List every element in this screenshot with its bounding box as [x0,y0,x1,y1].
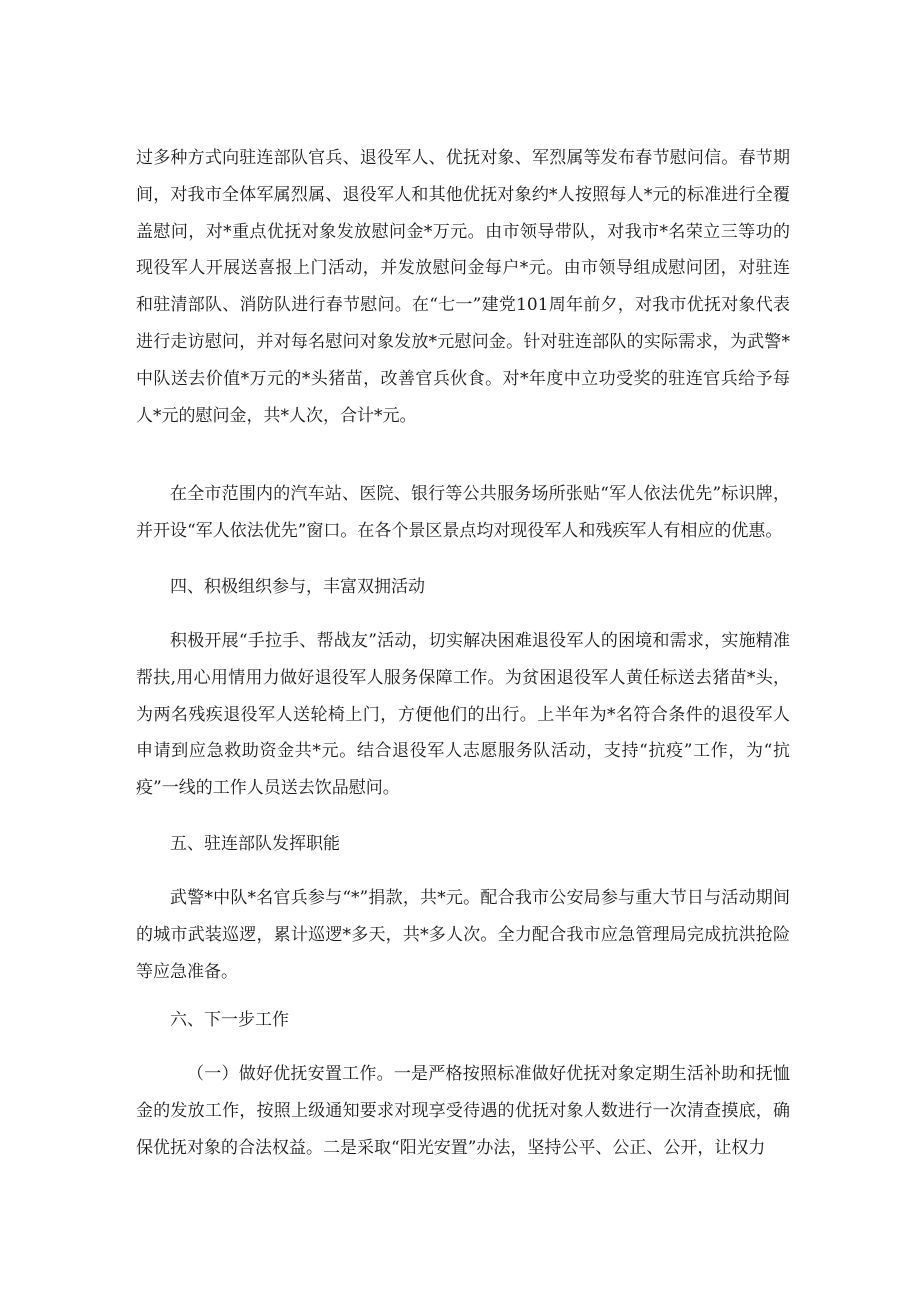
section-heading-6: 六、下一步工作 [170,1010,289,1030]
paragraph-military-priority: 在全市范围内的汽车站、医院、银行等公共服务场所张贴“军人依法优先”标识牌，并开设“军人依法优先”窗口。在各个景区景点均对现役军人和残疾军人有相应的优惠。 [136,484,790,541]
paragraph-next-steps-1: （一）做好优抚安置工作。一是严格按照标准做好优抚对象定期生活补助和抚恤金的发放工作，按照上级通知要求对现享受待遇的优抚对象人数进行一次清查摸底，确保优抚对象的合法权益。二是采取“阳光安置”办法，坚持公平、公正、公开，让权力 [136,1064,790,1158]
paragraph-veteran-assistance: 积极开展“手拉手、帮战友”活动，切实解决困难退役军人的困境和需求，实施精准帮扶,用心用情用力做好退役军人服务保障工作。为贫困退役军人黄任标送去猪苗*头，为两名残疾退役军人送轮椅上门，方便他们的出行。上半年为*名符合条件的退役军人申请到应急救助资金共*元。结合退役军人志愿服务队活动，支持“抗疫”工作，为“抗疫”一线的工作人员送去饮品慰问。 [136,631,790,799]
paragraph-spring-festival-visits: 过多种方式向驻连部队官兵、退役军人、优抚对象、军烈属等发布春节慰问信。春节期间，对我市全体军属烈属、退役军人和其他优抚对象约*人按照每人*元的标准进行全覆盖慰问，对*重点优抚对象发放慰问金*万元。由市领导带队，对我市*名荣立三等功的现役军人开展送喜报上门活动，并发放慰问金每户*元。由市领导组成慰问团，对驻连和驻清部队、消防队进行春节慰问。在“七一”建党101周年前夕，对我市优抚对象代表进行走访慰问，并对每名慰问对象发放*元慰问金。针对驻连部队的实际需求，为武警*中队送去价值*万元的*头猪苗，改善官兵伙食。对*年度中立功受奖的驻连官兵给予每人*元的慰问金，共*人次，合计*元。 [136,148,790,426]
section-heading-4: 四、积极组织参与，丰富双拥活动 [170,577,425,597]
paragraph-garrison-duties: 武警*中队*名官兵参与“*”捐款，共*元。配合我市公安局参与重大节日与活动期间的城市武装巡逻，累计巡逻*多天，共*多人次。全力配合我市应急管理局完成抗洪抢险等应急准备。 [136,888,790,982]
section-heading-5: 五、驻连部队发挥职能 [170,834,340,854]
